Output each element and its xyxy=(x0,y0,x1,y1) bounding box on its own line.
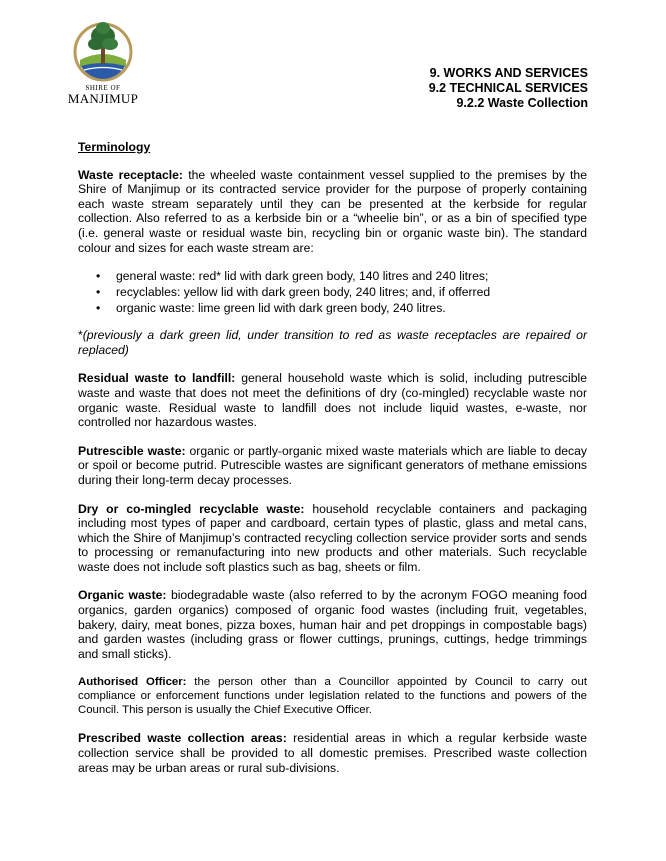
list-item: • recyclables: yellow lid with dark green body, 240 litres; and, if offerred xyxy=(116,285,587,300)
lid-colour-note xyxy=(78,328,587,357)
section-header xyxy=(429,66,588,111)
logo-line-2: MANJIMUP xyxy=(67,91,139,106)
definition-term: Authorised Officer: xyxy=(78,676,187,689)
definition-text: organic or partly-organic mixed waste materials which are liable to decay or spoil or become putrid. Putrescible wastes are significant generators of methane emissions during their long-term decay processes. xyxy=(78,443,587,487)
shire-emblem-icon xyxy=(68,20,138,84)
definition-term: Waste receptacle: xyxy=(78,167,183,182)
prescribed-areas-definition xyxy=(78,731,587,775)
waste-receptacle-definition xyxy=(78,168,587,256)
definition-text: biodegradable waste (also referred to by the acronym FOGO meaning food organics, garden organics) composed of organic food wastes (including fruit, vegetables, bakery, dairy, meat bones, pizza boxes, human hair and pet droppings in compostable bags) and garden wastes (including grass or flower cuttings, prunings, cuttings, hedge trimmings and small sticks). xyxy=(78,588,587,661)
definition-term: Organic waste: xyxy=(78,588,167,603)
logo-line-1: SHIRE OF xyxy=(85,84,121,92)
definition-text: residential areas in which a regular kerbside waste collection service shall be provided to all domestic premises. Prescribed waste collection areas may be urban areas or rural sub-divisions. xyxy=(78,731,587,775)
note-star: * xyxy=(78,328,83,343)
document-body xyxy=(78,140,587,789)
header-line-3: 9.2.2 Waste Collection xyxy=(456,96,588,110)
organic-waste-definition xyxy=(78,588,587,661)
header-line-2: 9.2 TECHNICAL SERVICES xyxy=(428,81,588,95)
list-item: • organic waste: lime green lid with dark green body, 240 litres. xyxy=(116,301,587,316)
shire-logo xyxy=(68,20,138,104)
definition-text: the person other than a Councillor appointed by Council to carry out compliance or enforcement functions under legislation related to the functions and powers of the Council. This person is usually the Chief Executive Officer. xyxy=(78,676,587,717)
residual-waste-definition xyxy=(78,371,587,429)
bin-types-list xyxy=(78,269,587,316)
list-item: • general waste: red* lid with dark green body, 140 litres and 240 litres; xyxy=(116,269,587,284)
definition-term: Putrescible waste: xyxy=(78,443,186,458)
authorised-officer-definition xyxy=(78,675,587,717)
definition-text: general household waste which is solid, including putrescible waste and waste that does not meet the definitions of dry (co-mingled) recyclable waste nor organic waste. Residual waste to landfill does not include liquid wastes, e-waste, nor controlled nor hazardous wastes. xyxy=(78,371,587,430)
definition-term: Prescribed waste collection areas: xyxy=(78,731,287,746)
definition-term: Residual waste to landfill: xyxy=(78,371,236,386)
terminology-heading: Terminology xyxy=(78,140,151,154)
definition-text: household recyclable containers and packaging including most types of paper and cardboard, certain types of plastic, glass and metal cans, which the Shire of Manjimup’s contracted recycling collection service provider sorts and sends to processing or remanufacturing into new products and other materials. Such recyclable waste does not include soft plastics such as bag, sheets or film. xyxy=(78,501,587,574)
dry-recyclable-waste-definition xyxy=(78,502,587,575)
putrescible-waste-definition xyxy=(78,444,587,488)
definition-term: Dry or co-mingled recyclable waste: xyxy=(78,501,305,516)
definition-text: the wheeled waste containment vessel supplied to the premises by the Shire of Manjimup or its contracted service provider for the purpose of properly containing each waste stream separately until they can be presented at the kerbside for regular collection. Also referred to as a kerbside bin or a “wheelie bin”, or as a bin of specified type (i.e. general waste or residual waste bin, recycling bin or organic waste bin). The standard colour and sizes for each waste stream are: xyxy=(78,167,587,255)
header-line-1: 9. WORKS AND SERVICES xyxy=(429,66,588,80)
note-text: (previously a dark green lid, under transition to red as waste receptacles are repaired or replaced) xyxy=(78,328,587,357)
